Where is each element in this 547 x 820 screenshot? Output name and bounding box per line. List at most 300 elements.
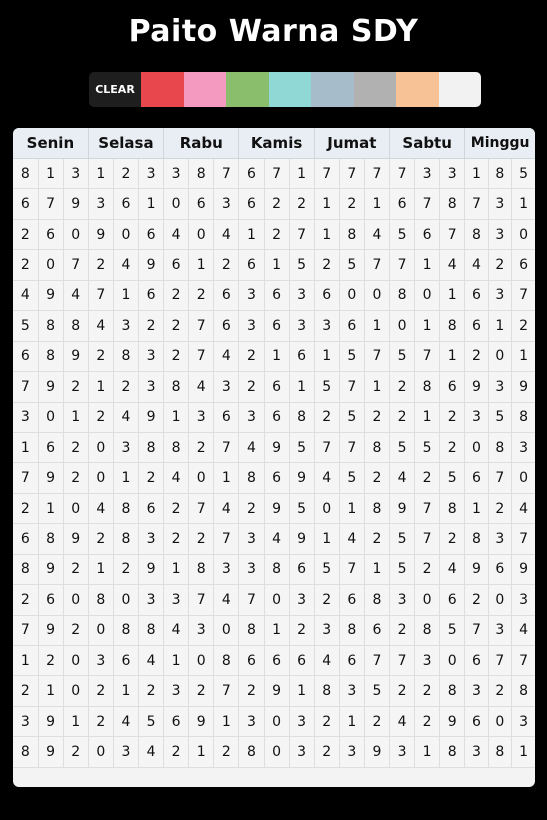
digit-cell[interactable]: 9 <box>38 706 63 736</box>
digit-cell[interactable]: 5 <box>139 706 164 736</box>
digit-cell[interactable]: 4 <box>164 615 189 645</box>
digit-cell[interactable]: 3 <box>239 554 264 584</box>
digit-cell[interactable]: 2 <box>88 706 113 736</box>
digit-cell[interactable]: 9 <box>440 706 465 736</box>
digit-cell[interactable]: 2 <box>88 524 113 554</box>
digit-cell[interactable]: 7 <box>465 189 488 219</box>
digit-cell[interactable]: 3 <box>214 554 239 584</box>
digit-cell[interactable]: 8 <box>139 432 164 462</box>
digit-cell[interactable]: 2 <box>415 676 440 706</box>
digit-cell[interactable]: 8 <box>364 432 389 462</box>
digit-cell[interactable]: 1 <box>264 250 289 280</box>
digit-cell[interactable]: 1 <box>264 341 289 371</box>
digit-cell[interactable]: 2 <box>139 676 164 706</box>
digit-cell[interactable]: 9 <box>139 402 164 432</box>
digit-cell[interactable]: 8 <box>488 432 511 462</box>
digit-cell[interactable]: 7 <box>415 341 440 371</box>
digit-cell[interactable]: 2 <box>63 737 88 767</box>
digit-cell[interactable]: 3 <box>239 524 264 554</box>
digit-cell[interactable]: 4 <box>164 463 189 493</box>
digit-cell[interactable]: 0 <box>465 432 488 462</box>
digit-cell[interactable]: 1 <box>415 311 440 341</box>
digit-cell[interactable]: 2 <box>390 615 415 645</box>
digit-cell[interactable]: 2 <box>512 311 535 341</box>
digit-cell[interactable]: 3 <box>88 189 113 219</box>
digit-cell[interactable]: 8 <box>512 676 535 706</box>
digit-cell[interactable]: 2 <box>364 524 389 554</box>
digit-cell[interactable]: 3 <box>488 524 511 554</box>
digit-cell[interactable]: 4 <box>390 706 415 736</box>
digit-cell[interactable]: 7 <box>415 189 440 219</box>
digit-cell[interactable]: 0 <box>113 585 138 615</box>
digit-cell[interactable]: 5 <box>289 432 314 462</box>
digit-cell[interactable]: 3 <box>465 737 488 767</box>
digit-cell[interactable]: 4 <box>139 646 164 676</box>
digit-cell[interactable]: 1 <box>314 219 339 249</box>
digit-cell[interactable]: 2 <box>13 676 38 706</box>
digit-cell[interactable]: 4 <box>264 524 289 554</box>
digit-cell[interactable]: 6 <box>113 189 138 219</box>
digit-cell[interactable]: 8 <box>264 554 289 584</box>
digit-cell[interactable]: 8 <box>364 493 389 523</box>
digit-cell[interactable]: 1 <box>512 189 535 219</box>
digit-cell[interactable]: 9 <box>38 615 63 645</box>
digit-cell[interactable]: 2 <box>214 737 239 767</box>
digit-cell[interactable]: 5 <box>314 554 339 584</box>
digit-cell[interactable]: 8 <box>289 402 314 432</box>
digit-cell[interactable]: 1 <box>364 311 389 341</box>
digit-cell[interactable]: 2 <box>189 280 214 310</box>
digit-cell[interactable]: 1 <box>189 250 214 280</box>
digit-cell[interactable]: 7 <box>440 219 465 249</box>
digit-cell[interactable]: 5 <box>339 402 364 432</box>
digit-cell[interactable]: 7 <box>339 372 364 402</box>
digit-cell[interactable]: 3 <box>63 159 88 189</box>
digit-cell[interactable]: 3 <box>139 372 164 402</box>
digit-cell[interactable]: 6 <box>139 219 164 249</box>
digit-cell[interactable]: 5 <box>440 615 465 645</box>
digit-cell[interactable]: 6 <box>289 341 314 371</box>
digit-cell[interactable]: 3 <box>488 372 511 402</box>
digit-cell[interactable]: 2 <box>415 463 440 493</box>
digit-cell[interactable]: 1 <box>113 463 138 493</box>
digit-cell[interactable]: 0 <box>440 646 465 676</box>
digit-cell[interactable]: 1 <box>512 737 535 767</box>
digit-cell[interactable]: 1 <box>465 493 488 523</box>
digit-cell[interactable]: 4 <box>113 402 138 432</box>
digit-cell[interactable]: 2 <box>289 189 314 219</box>
digit-cell[interactable]: 5 <box>339 341 364 371</box>
digit-cell[interactable]: 1 <box>164 646 189 676</box>
digit-cell[interactable]: 4 <box>465 250 488 280</box>
digit-cell[interactable]: 4 <box>440 554 465 584</box>
digit-cell[interactable]: 7 <box>465 615 488 645</box>
digit-cell[interactable]: 6 <box>13 341 38 371</box>
digit-cell[interactable]: 7 <box>390 646 415 676</box>
digit-cell[interactable]: 1 <box>264 615 289 645</box>
digit-cell[interactable]: 2 <box>314 250 339 280</box>
digit-cell[interactable]: 2 <box>164 737 189 767</box>
digit-cell[interactable]: 9 <box>38 372 63 402</box>
digit-cell[interactable]: 7 <box>339 432 364 462</box>
digit-cell[interactable]: 8 <box>415 615 440 645</box>
digit-cell[interactable]: 7 <box>364 646 389 676</box>
digit-cell[interactable]: 1 <box>88 159 113 189</box>
digit-cell[interactable]: 8 <box>415 372 440 402</box>
digit-cell[interactable]: 1 <box>189 737 214 767</box>
digit-cell[interactable]: 4 <box>512 493 535 523</box>
digit-cell[interactable]: 1 <box>289 676 314 706</box>
digit-cell[interactable]: 7 <box>314 159 339 189</box>
digit-cell[interactable]: 6 <box>38 219 63 249</box>
digit-cell[interactable]: 1 <box>512 341 535 371</box>
digit-cell[interactable]: 7 <box>214 524 239 554</box>
digit-cell[interactable]: 6 <box>465 646 488 676</box>
digit-cell[interactable]: 8 <box>488 159 511 189</box>
digit-cell[interactable]: 9 <box>88 219 113 249</box>
digit-cell[interactable]: 2 <box>264 219 289 249</box>
digit-cell[interactable]: 2 <box>488 676 511 706</box>
digit-cell[interactable]: 2 <box>440 402 465 432</box>
digit-cell[interactable]: 2 <box>189 432 214 462</box>
digit-cell[interactable]: 8 <box>239 737 264 767</box>
digit-cell[interactable]: 2 <box>63 615 88 645</box>
digit-cell[interactable]: 2 <box>13 493 38 523</box>
digit-cell[interactable]: 1 <box>13 432 38 462</box>
digit-cell[interactable]: 1 <box>38 493 63 523</box>
digit-cell[interactable]: 4 <box>214 341 239 371</box>
digit-cell[interactable]: 0 <box>88 615 113 645</box>
digit-cell[interactable]: 1 <box>289 159 314 189</box>
digit-cell[interactable]: 3 <box>139 341 164 371</box>
digit-cell[interactable]: 3 <box>465 676 488 706</box>
digit-cell[interactable]: 6 <box>38 432 63 462</box>
digit-cell[interactable]: 3 <box>512 706 535 736</box>
digit-cell[interactable]: 0 <box>415 585 440 615</box>
digit-cell[interactable]: 2 <box>364 402 389 432</box>
clear-button[interactable]: CLEAR <box>89 72 141 107</box>
digit-cell[interactable]: 0 <box>63 646 88 676</box>
digit-cell[interactable]: 3 <box>415 159 440 189</box>
digit-cell[interactable]: 3 <box>512 585 535 615</box>
digit-cell[interactable]: 2 <box>314 737 339 767</box>
digit-cell[interactable]: 8 <box>189 554 214 584</box>
digit-cell[interactable]: 3 <box>139 524 164 554</box>
digit-cell[interactable]: 9 <box>139 554 164 584</box>
digit-cell[interactable]: 1 <box>113 280 138 310</box>
digit-cell[interactable]: 8 <box>339 615 364 645</box>
digit-cell[interactable]: 2 <box>415 706 440 736</box>
digit-cell[interactable]: 6 <box>13 189 38 219</box>
digit-cell[interactable]: 0 <box>512 219 535 249</box>
digit-cell[interactable]: 6 <box>214 311 239 341</box>
digit-cell[interactable]: 9 <box>189 706 214 736</box>
digit-cell[interactable]: 4 <box>113 250 138 280</box>
digit-cell[interactable]: 2 <box>264 189 289 219</box>
digit-cell[interactable]: 7 <box>63 250 88 280</box>
digit-cell[interactable]: 6 <box>465 311 488 341</box>
digit-cell[interactable]: 1 <box>314 189 339 219</box>
digit-cell[interactable]: 4 <box>13 280 38 310</box>
digit-cell[interactable]: 6 <box>264 280 289 310</box>
digit-cell[interactable]: 9 <box>390 493 415 523</box>
digit-cell[interactable]: 6 <box>390 189 415 219</box>
digit-cell[interactable]: 0 <box>38 402 63 432</box>
digit-cell[interactable]: 9 <box>63 524 88 554</box>
digit-cell[interactable]: 5 <box>488 402 511 432</box>
digit-cell[interactable]: 8 <box>465 219 488 249</box>
digit-cell[interactable]: 4 <box>440 250 465 280</box>
digit-cell[interactable]: 2 <box>88 676 113 706</box>
digit-cell[interactable]: 8 <box>113 341 138 371</box>
digit-cell[interactable]: 8 <box>239 463 264 493</box>
digit-cell[interactable]: 7 <box>512 280 535 310</box>
digit-cell[interactable]: 3 <box>415 646 440 676</box>
digit-cell[interactable]: 7 <box>339 159 364 189</box>
digit-cell[interactable]: 2 <box>164 524 189 554</box>
digit-cell[interactable]: 6 <box>264 646 289 676</box>
swatch-white[interactable] <box>439 72 482 107</box>
digit-cell[interactable]: 8 <box>139 615 164 645</box>
digit-cell[interactable]: 9 <box>38 463 63 493</box>
digit-cell[interactable]: 3 <box>488 189 511 219</box>
digit-cell[interactable]: 3 <box>239 706 264 736</box>
digit-cell[interactable]: 5 <box>390 524 415 554</box>
digit-cell[interactable]: 0 <box>488 706 511 736</box>
digit-cell[interactable]: 7 <box>13 463 38 493</box>
digit-cell[interactable]: 6 <box>239 646 264 676</box>
digit-cell[interactable]: 6 <box>239 250 264 280</box>
digit-cell[interactable]: 5 <box>13 311 38 341</box>
digit-cell[interactable]: 2 <box>314 706 339 736</box>
digit-cell[interactable]: 6 <box>113 646 138 676</box>
digit-cell[interactable]: 7 <box>289 219 314 249</box>
digit-cell[interactable]: 2 <box>440 524 465 554</box>
digit-cell[interactable]: 7 <box>214 432 239 462</box>
digit-cell[interactable]: 2 <box>239 676 264 706</box>
digit-cell[interactable]: 8 <box>189 159 214 189</box>
digit-cell[interactable]: 4 <box>239 432 264 462</box>
digit-cell[interactable]: 1 <box>214 463 239 493</box>
digit-cell[interactable]: 5 <box>390 341 415 371</box>
digit-cell[interactable]: 4 <box>314 646 339 676</box>
digit-cell[interactable]: 6 <box>364 615 389 645</box>
digit-cell[interactable]: 3 <box>88 646 113 676</box>
digit-cell[interactable]: 3 <box>239 280 264 310</box>
digit-cell[interactable]: 7 <box>488 646 511 676</box>
digit-cell[interactable]: 3 <box>488 280 511 310</box>
digit-cell[interactable]: 3 <box>113 432 138 462</box>
digit-cell[interactable]: 6 <box>239 189 264 219</box>
digit-cell[interactable]: 2 <box>113 159 138 189</box>
digit-cell[interactable]: 9 <box>63 189 88 219</box>
digit-cell[interactable]: 2 <box>63 372 88 402</box>
digit-cell[interactable]: 7 <box>189 341 214 371</box>
swatch-green[interactable] <box>226 72 269 107</box>
digit-cell[interactable]: 1 <box>38 676 63 706</box>
digit-cell[interactable]: 4 <box>314 463 339 493</box>
digit-cell[interactable]: 9 <box>264 432 289 462</box>
digit-cell[interactable]: 6 <box>440 372 465 402</box>
digit-cell[interactable]: 7 <box>239 585 264 615</box>
digit-cell[interactable]: 9 <box>512 372 535 402</box>
digit-cell[interactable]: 7 <box>364 341 389 371</box>
digit-cell[interactable]: 8 <box>113 493 138 523</box>
digit-cell[interactable]: 6 <box>512 250 535 280</box>
digit-cell[interactable]: 3 <box>440 159 465 189</box>
digit-cell[interactable]: 1 <box>113 676 138 706</box>
digit-cell[interactable]: 3 <box>164 159 189 189</box>
digit-cell[interactable]: 4 <box>88 311 113 341</box>
digit-cell[interactable]: 3 <box>164 585 189 615</box>
digit-cell[interactable]: 2 <box>38 646 63 676</box>
digit-cell[interactable]: 3 <box>189 615 214 645</box>
digit-cell[interactable]: 2 <box>113 554 138 584</box>
digit-cell[interactable]: 9 <box>38 280 63 310</box>
digit-cell[interactable]: 0 <box>164 189 189 219</box>
digit-cell[interactable]: 3 <box>314 311 339 341</box>
digit-cell[interactable]: 9 <box>364 737 389 767</box>
digit-cell[interactable]: 8 <box>164 432 189 462</box>
digit-cell[interactable]: 5 <box>415 432 440 462</box>
digit-cell[interactable]: 4 <box>390 463 415 493</box>
digit-cell[interactable]: 0 <box>264 585 289 615</box>
digit-cell[interactable]: 1 <box>239 219 264 249</box>
digit-cell[interactable]: 1 <box>314 341 339 371</box>
swatch-pink[interactable] <box>184 72 227 107</box>
digit-cell[interactable]: 6 <box>465 706 488 736</box>
digit-cell[interactable]: 9 <box>38 737 63 767</box>
digit-cell[interactable]: 1 <box>415 737 440 767</box>
digit-cell[interactable]: 2 <box>189 524 214 554</box>
digit-cell[interactable]: 0 <box>88 463 113 493</box>
digit-cell[interactable]: 3 <box>239 311 264 341</box>
digit-cell[interactable]: 2 <box>164 311 189 341</box>
digit-cell[interactable]: 5 <box>289 493 314 523</box>
digit-cell[interactable]: 2 <box>88 402 113 432</box>
digit-cell[interactable]: 1 <box>488 311 511 341</box>
digit-cell[interactable]: 8 <box>465 524 488 554</box>
digit-cell[interactable]: 1 <box>164 554 189 584</box>
digit-cell[interactable]: 8 <box>88 585 113 615</box>
digit-cell[interactable]: 3 <box>339 737 364 767</box>
digit-cell[interactable]: 5 <box>440 463 465 493</box>
digit-cell[interactable]: 3 <box>390 585 415 615</box>
digit-cell[interactable]: 6 <box>465 463 488 493</box>
digit-cell[interactable]: 9 <box>264 676 289 706</box>
swatch-orange[interactable] <box>396 72 439 107</box>
digit-cell[interactable]: 1 <box>13 646 38 676</box>
digit-cell[interactable]: 6 <box>264 372 289 402</box>
digit-cell[interactable]: 8 <box>390 280 415 310</box>
digit-cell[interactable]: 7 <box>364 159 389 189</box>
digit-cell[interactable]: 2 <box>189 676 214 706</box>
digit-cell[interactable]: 8 <box>38 341 63 371</box>
digit-cell[interactable]: 3 <box>164 676 189 706</box>
digit-cell[interactable]: 1 <box>339 706 364 736</box>
digit-cell[interactable]: 3 <box>214 189 239 219</box>
digit-cell[interactable]: 2 <box>465 585 488 615</box>
digit-cell[interactable]: 2 <box>440 432 465 462</box>
digit-cell[interactable]: 4 <box>189 372 214 402</box>
digit-cell[interactable]: 7 <box>189 311 214 341</box>
digit-cell[interactable]: 7 <box>264 159 289 189</box>
digit-cell[interactable]: 5 <box>339 250 364 280</box>
digit-cell[interactable]: 8 <box>364 585 389 615</box>
digit-cell[interactable]: 3 <box>289 737 314 767</box>
digit-cell[interactable]: 0 <box>512 463 535 493</box>
digit-cell[interactable]: 7 <box>512 646 535 676</box>
digit-cell[interactable]: 3 <box>189 402 214 432</box>
digit-cell[interactable]: 7 <box>13 372 38 402</box>
digit-cell[interactable]: 1 <box>289 372 314 402</box>
digit-cell[interactable]: 5 <box>314 372 339 402</box>
digit-cell[interactable]: 2 <box>364 463 389 493</box>
digit-cell[interactable]: 2 <box>314 402 339 432</box>
digit-cell[interactable]: 9 <box>289 524 314 554</box>
digit-cell[interactable]: 3 <box>339 676 364 706</box>
digit-cell[interactable]: 0 <box>364 280 389 310</box>
digit-cell[interactable]: 0 <box>63 676 88 706</box>
digit-cell[interactable]: 0 <box>314 493 339 523</box>
digit-cell[interactable]: 0 <box>63 585 88 615</box>
digit-cell[interactable]: 8 <box>13 554 38 584</box>
digit-cell[interactable]: 2 <box>239 372 264 402</box>
digit-cell[interactable]: 1 <box>415 402 440 432</box>
digit-cell[interactable]: 8 <box>339 219 364 249</box>
digit-cell[interactable]: 3 <box>488 219 511 249</box>
digit-cell[interactable]: 7 <box>364 250 389 280</box>
digit-cell[interactable]: 8 <box>63 311 88 341</box>
digit-cell[interactable]: 3 <box>488 615 511 645</box>
digit-cell[interactable]: 6 <box>139 493 164 523</box>
digit-cell[interactable]: 4 <box>512 615 535 645</box>
digit-cell[interactable]: 2 <box>139 463 164 493</box>
digit-cell[interactable]: 0 <box>189 219 214 249</box>
digit-cell[interactable]: 2 <box>63 432 88 462</box>
digit-cell[interactable]: 1 <box>63 402 88 432</box>
digit-cell[interactable]: 6 <box>289 646 314 676</box>
digit-cell[interactable]: 4 <box>139 737 164 767</box>
digit-cell[interactable]: 0 <box>415 280 440 310</box>
digit-cell[interactable]: 6 <box>264 311 289 341</box>
digit-cell[interactable]: 6 <box>189 189 214 219</box>
digit-cell[interactable]: 0 <box>38 250 63 280</box>
digit-cell[interactable]: 7 <box>214 159 239 189</box>
digit-cell[interactable]: 0 <box>264 706 289 736</box>
digit-cell[interactable]: 3 <box>289 280 314 310</box>
digit-cell[interactable]: 8 <box>13 159 38 189</box>
digit-cell[interactable]: 2 <box>390 402 415 432</box>
digit-cell[interactable]: 2 <box>488 493 511 523</box>
swatch-red[interactable] <box>141 72 184 107</box>
digit-cell[interactable]: 2 <box>214 250 239 280</box>
digit-cell[interactable]: 0 <box>214 615 239 645</box>
digit-cell[interactable]: 7 <box>512 524 535 554</box>
digit-cell[interactable]: 2 <box>164 341 189 371</box>
digit-cell[interactable]: 8 <box>440 311 465 341</box>
digit-cell[interactable]: 2 <box>390 372 415 402</box>
digit-cell[interactable]: 1 <box>164 402 189 432</box>
digit-cell[interactable]: 0 <box>189 463 214 493</box>
swatch-gray[interactable] <box>354 72 397 107</box>
digit-cell[interactable]: 0 <box>488 341 511 371</box>
digit-cell[interactable]: 6 <box>264 402 289 432</box>
digit-cell[interactable]: 1 <box>364 554 389 584</box>
digit-cell[interactable]: 8 <box>113 615 138 645</box>
digit-cell[interactable]: 3 <box>289 311 314 341</box>
digit-cell[interactable]: 7 <box>415 493 440 523</box>
